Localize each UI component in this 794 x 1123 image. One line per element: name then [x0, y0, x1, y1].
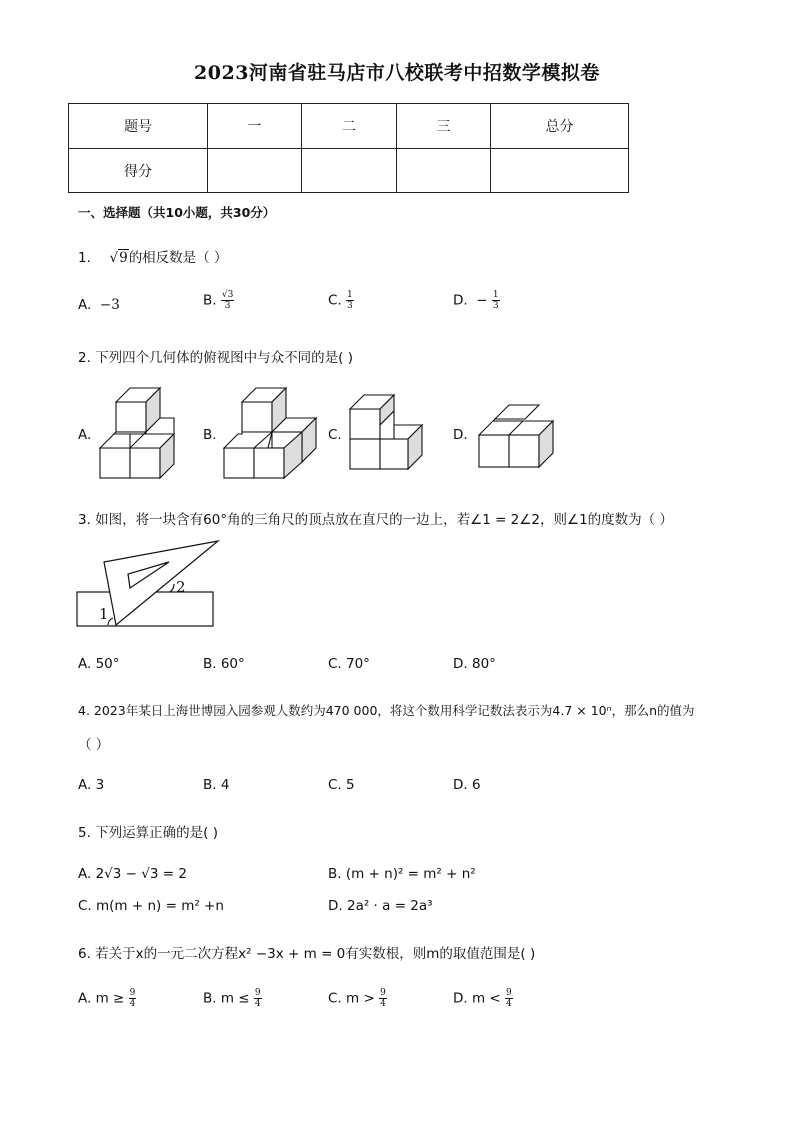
- q3-option-a[interactable]: A. 50°: [78, 656, 120, 672]
- q2-label-c[interactable]: C.: [328, 427, 342, 443]
- fraction-numerator: 9: [254, 988, 261, 998]
- solid-a-figure: [96, 386, 178, 482]
- fraction: [346, 290, 354, 311]
- fraction-numerator: 9: [506, 988, 512, 998]
- q4-option-c[interactable]: C. 5: [328, 777, 355, 793]
- q3-option-c[interactable]: C. 70°: [328, 656, 370, 672]
- question-6: 6. 若关于x的一元二次方程x² −3x + m = 0有实数根，则m的取值范围是( ): [78, 946, 536, 962]
- fraction: [129, 988, 137, 1009]
- fraction-numerator: 1: [492, 290, 499, 300]
- radicand: 9: [119, 250, 128, 266]
- solid-b-figure: [220, 386, 320, 482]
- angle-1-label: 1: [99, 605, 109, 623]
- fraction: [379, 988, 387, 1009]
- q6-option-d[interactable]: [453, 988, 513, 1009]
- score-header-cell: 二: [302, 104, 397, 149]
- fraction-numerator: 1: [347, 290, 353, 300]
- option-value: −3: [99, 297, 120, 313]
- fraction-numerator: √3: [221, 290, 234, 300]
- score-blank-cell[interactable]: [397, 149, 491, 193]
- q2-label-b[interactable]: B.: [203, 427, 217, 443]
- solid-c-figure: [346, 393, 428, 475]
- q1-option-c[interactable]: [328, 290, 354, 311]
- fraction-denominator: 4: [506, 999, 512, 1009]
- q5-option-d[interactable]: D. 2a² · a = 2a³: [328, 898, 433, 914]
- score-table: [68, 103, 629, 193]
- q3-option-b[interactable]: B. 60°: [203, 656, 245, 672]
- fraction-denominator: 4: [380, 999, 386, 1009]
- question-4-line1: 4. 2023年某日上海世博园入园参观人数约为470 000，将这个数用科学记数法表示为4.7 × 10ⁿ，那么n的值为: [78, 703, 695, 718]
- option-letter: C.: [328, 292, 342, 309]
- sqrt-expression: √9: [109, 250, 128, 266]
- question-4-line2: （ ）: [78, 737, 110, 753]
- fraction-denominator: 3: [224, 301, 231, 311]
- score-header-cell: 三: [397, 104, 491, 149]
- score-header-cell: 题号: [69, 104, 208, 149]
- option-prefix: B. m ≤: [203, 990, 250, 1007]
- q4-option-a[interactable]: A. 3: [78, 777, 105, 793]
- option-prefix: A. m ≥: [78, 990, 125, 1007]
- fraction-denominator: 3: [347, 301, 353, 311]
- page-title: 2023河南省驻马店市八校联考中招数学模拟卷: [194, 62, 600, 84]
- q6-option-a[interactable]: [78, 988, 136, 1009]
- q5-option-c[interactable]: C. m(m + n) = m² +n: [78, 898, 224, 914]
- score-blank-cell[interactable]: [208, 149, 302, 193]
- question-number: 1.: [78, 250, 91, 266]
- fraction-numerator: 9: [129, 988, 136, 998]
- option-letter: D.: [453, 292, 468, 309]
- q4-option-b[interactable]: B. 4: [203, 777, 230, 793]
- score-header-cell: 总分: [491, 104, 629, 149]
- q1-option-b[interactable]: [203, 290, 234, 311]
- minus-sign: −: [476, 292, 488, 309]
- triangle-ruler-figure: [74, 538, 220, 630]
- question-2: 2. 下列四个几何体的俯视图中与众不同的是( ): [78, 350, 353, 366]
- fraction-denominator: 3: [492, 301, 499, 311]
- q6-option-b[interactable]: [203, 988, 262, 1009]
- solid-d-figure: [475, 403, 557, 471]
- score-blank-cell[interactable]: [302, 149, 397, 193]
- q5-option-a[interactable]: A. 2√3 − √3 = 2: [78, 866, 187, 882]
- q4-option-d[interactable]: D. 6: [453, 777, 481, 793]
- question-1: [78, 246, 227, 266]
- angle-2-label: 2: [176, 578, 186, 596]
- question-5: 5. 下列运算正确的是( ): [78, 825, 218, 841]
- score-header-cell: 一: [208, 104, 302, 149]
- fraction-numerator: 9: [380, 988, 386, 998]
- q1-option-a[interactable]: [78, 297, 120, 313]
- score-table-header-row: [69, 104, 629, 149]
- fraction: [505, 988, 513, 1009]
- q2-label-a[interactable]: A.: [78, 427, 92, 443]
- question-3: 3. 如图，将一块含有60°角的三角尺的顶点放在直尺的一边上，若∠1 = 2∠2，则∠1的度数为（ ）: [78, 512, 673, 528]
- q3-option-d[interactable]: D. 80°: [453, 656, 496, 672]
- fraction-denominator: 4: [254, 999, 261, 1009]
- fraction: [492, 290, 500, 311]
- score-row-label: 得分: [69, 149, 208, 193]
- option-letter: A.: [78, 297, 92, 313]
- fraction: [221, 290, 234, 311]
- score-blank-cell[interactable]: [491, 149, 629, 193]
- option-letter: B.: [203, 292, 217, 309]
- score-table-score-row: [69, 149, 629, 193]
- section-heading: 一、选择题（共10小题，共30分）: [78, 205, 276, 220]
- q1-option-d[interactable]: [453, 290, 500, 311]
- option-prefix: C. m >: [328, 990, 375, 1007]
- q6-option-c[interactable]: [328, 988, 387, 1009]
- option-prefix: D. m <: [453, 990, 501, 1007]
- q5-option-b[interactable]: B. (m + n)² = m² + n²: [328, 866, 476, 882]
- fraction-denominator: 4: [129, 999, 136, 1009]
- q2-label-d[interactable]: D.: [453, 427, 468, 443]
- fraction: [254, 988, 262, 1009]
- question-text: 的相反数是（ ）: [128, 250, 228, 266]
